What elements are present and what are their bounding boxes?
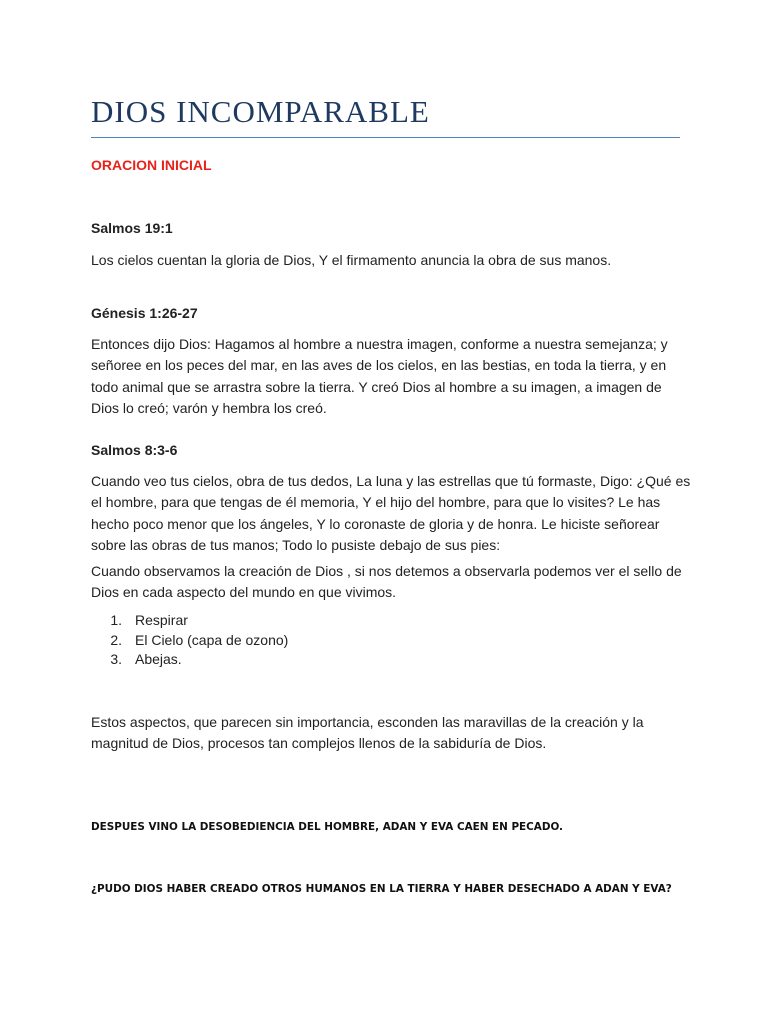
scripture-text: Los cielos cuentan la gloria de Dios, Y el firmamento anuncia la obra de sus manos. xyxy=(91,252,612,268)
title-underline xyxy=(91,137,680,138)
list-item-text: El Cielo (capa de ozono) xyxy=(135,631,289,648)
scripture-reference: Génesis 1:26-27 xyxy=(91,305,198,321)
scripture-reference: Salmos 19:1 xyxy=(91,220,173,236)
section-heading-disobedience: DESPUES VINO LA DESOBEDIENCIA DEL HOMBRE, ADAN Y EVA CAEN EN PECADO. xyxy=(91,821,564,833)
scripture-reference: Salmos 8:3-6 xyxy=(91,442,178,458)
section-heading-question: ¿PUDO DIOS HABER CREADO OTROS HUMANOS EN LA TIERRA Y HABER DESECHADO A ADAN Y EVA? xyxy=(91,883,672,895)
list-item xyxy=(91,650,288,670)
scripture-text: Entonces dijo Dios: Hagamos al hombre a nuestra imagen, conforme a nuestra semejanza; y señoree en los peces del mar, en las aves de los cielos, en las bestias, en toda la tierra, y en todo animal que se arrastra sobre la tierra. Y creó Dios al hombre a su imagen, a imagen de Dios lo creó; varón y hembra los creó. xyxy=(91,336,668,416)
opening-prayer-heading: ORACION INICIAL xyxy=(91,157,212,173)
document-title: DIOS INCOMPARABLE xyxy=(91,94,430,129)
observation-paragraph: Cuando observamos la creación de Dios , si nos detemos a observarla podemos ver el sello de Dios en cada aspecto del mundo en que vivimos. xyxy=(91,563,682,601)
numbered-list xyxy=(91,611,288,670)
list-item-text: Respirar xyxy=(135,612,188,628)
list-item-number: 3. xyxy=(110,651,122,667)
list-item-number: 2. xyxy=(110,631,122,648)
list-item xyxy=(91,631,288,651)
scripture-text: Cuando veo tus cielos, obra de tus dedos, La luna y las estrellas que tú formaste, Digo: ¿Qué es el hombre, para que tengas de él memoria, Y el hijo del hombre, para que lo visites? Le has hecho poco menor que los ángeles, Y lo coronaste de gloria y de honra. Le hiciste señorear sobre las obras de tus manos; Todo lo pusiste debajo de sus pies: xyxy=(91,473,691,553)
list-item-number: 1. xyxy=(110,612,122,628)
list-item xyxy=(91,611,288,631)
aspects-paragraph: Estos aspectos, que parecen sin importancia, esconden las maravillas de la creación y la magnitud de Dios, procesos tan complejos llenos de la sabiduría de Dios. xyxy=(91,714,644,752)
list-item-text: Abejas. xyxy=(135,651,182,667)
